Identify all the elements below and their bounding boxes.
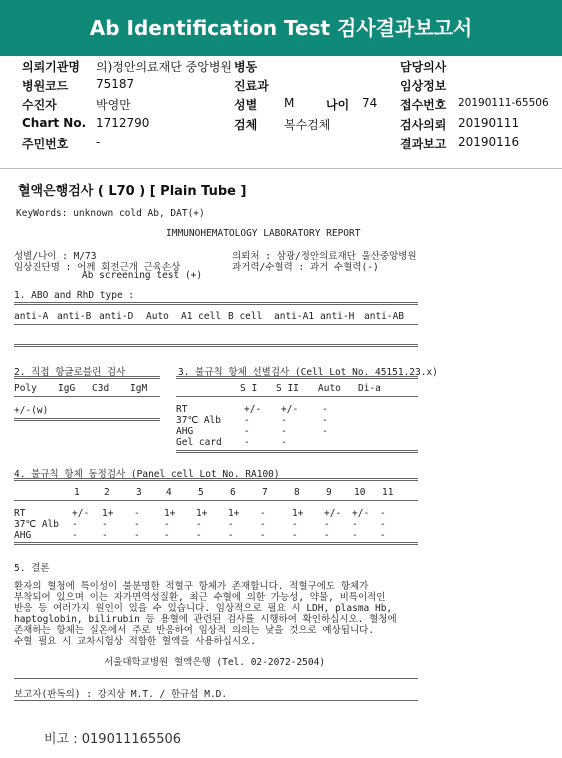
doctor-label: 담당의사 [400,60,447,74]
panel-cell: - [324,519,330,530]
divider [14,302,418,305]
panel-cell: - [228,530,234,541]
panel-cell: - [352,519,358,530]
panel-cell: - [164,530,170,541]
panel-header-cell: 1 [74,487,80,498]
panel-cell: - [134,508,140,519]
panel-cell: 1+ [292,508,304,519]
screen-cell: - [244,415,250,426]
remark-line: 비고 : 019011165506 [44,732,182,747]
ward-label: 병동 [234,60,258,74]
keywords: KeyWords: unknown cold Ab, DAT(+) [16,208,205,219]
panel-cell: - [352,530,358,541]
chart-label: Chart No. [22,116,87,130]
divider [176,376,418,379]
dat-header-c3d: C3d [92,383,110,394]
abo-header-8: anti-H [320,311,355,322]
divider [176,450,418,453]
divider [14,700,418,701]
panel-cell: - [380,519,386,530]
receipt-value: 20190111-65506 [458,97,549,109]
sex-age-line: 성별/나이 : M/73 [14,251,97,262]
screen-cell: - [322,415,328,426]
section-screening: 3. 불규칙 항체 선별검사 (Cell Lot No. 45151.23.x) [178,367,438,378]
hospcode-value: 75187 [96,77,135,91]
referrer-line: 의뢰처 : 삼광/정안의료재단 울산중앙병원 [232,251,417,262]
panel-header-cell: 9 [326,487,332,498]
screen-row-name: 37℃ Alb [176,415,221,426]
screen-cell: - [244,426,250,437]
panel-cell: 1+ [164,508,176,519]
panel-cell: - [324,530,330,541]
rrn-value: - [96,135,101,149]
sex-label: 성별 [234,98,258,112]
screen-header-s1: S I [240,383,258,394]
collector-value: 박영만 [96,98,131,112]
panel-cell: 1+ [228,508,240,519]
panel-cell: - [260,530,266,541]
conclusion-line: 반응 등 여러가지 원인이 있을 수 있습니다. 임상적으로 필요 시 LDH, plasma Hb, [14,603,393,614]
conclusion-line: haptoglobin, bilirubin 등 용혈에 관련된 검사를 시행하여 확인하십시오. 혈청에 [14,614,397,625]
divider [176,396,418,397]
collector-label: 수진자 [22,98,57,112]
abo-header-6: B cell [228,311,263,322]
inst-value: 의)정안의료재단 중앙병원 [96,60,233,74]
section-panel: 4. 불규칙 항체 동정검사 (Panel cell Lot No. RA100) [14,469,280,480]
rrn-label: 주민번호 [22,137,69,151]
abo-header-9: anti-AB [364,311,405,322]
inst-label: 의뢰기관명 [22,60,80,74]
panel-cell: - [164,519,170,530]
panel-cell: - [134,530,140,541]
section-dat: 2. 직접 항글로블린 검사 [14,367,126,378]
panel-cell: - [380,530,386,541]
screen-cell: - [281,426,287,437]
divider [14,418,160,421]
panel-cell: 1+ [102,508,114,519]
panel-header-cell: 7 [262,487,268,498]
abo-header-4: Auto [146,311,169,322]
divider [14,376,160,379]
panel-header-cell: 2 [104,487,110,498]
conclusion-line: 존재하는 항체는 실온에서 주로 반응하여 임상적 의의는 낮을 것으로 예상됩니다. [14,625,375,636]
panel-cell: +/- [324,508,342,519]
panel-cell: - [260,519,266,530]
screen-cell: +/- [244,404,262,415]
screening-line: Ab screening test (+) [82,270,203,281]
panel-row-name: RT [14,508,26,519]
reporter-line: 보고자(판독의) : 강지상 M.T. / 한규섭 M.D. [14,689,228,700]
panel-cell: - [102,530,108,541]
divider [14,344,418,347]
conclusion-line: 부착되어 있으며 이는 자가면역성질환, 최근 수혈에 의한 가능성, 약물, 비특이적인 [14,592,386,603]
panel-cell: - [196,519,202,530]
diagnosis-line: 임상진단명 : 어께 회전근개 근육손상 [14,262,181,273]
panel-cell: 1+ [196,508,208,519]
report-value: 20190116 [458,135,520,149]
lab-contact: 서울대학교병원 혈액은행 (Tel. 02-2072-2504) [104,657,326,668]
section-conclusion: 5. 결론 [14,563,50,574]
divider [14,500,418,501]
divider [14,678,418,679]
panel-cell: - [260,508,266,519]
screen-cell: - [322,426,328,437]
panel-header-cell: 8 [294,487,300,498]
panel-row-name: AHG [14,530,32,541]
screen-header-dia: Di-a [358,383,381,394]
receipt-label: 접수번호 [400,98,447,112]
history-line: 과거력/수혈력 : 과거 수혈력(-) [232,262,379,273]
panel-cell: - [72,519,78,530]
panel-cell: +/- [72,508,90,519]
dat-header-igg: IgG [58,383,76,394]
dept-label: 진료과 [234,79,269,93]
divider [14,396,160,397]
panel-header-cell: 11 [382,487,394,498]
hospcode-label: 병원코드 [22,79,69,93]
chart-value: 1712790 [96,116,150,130]
abo-header-1: anti-A [14,311,49,322]
age-label: 나이 [326,98,350,112]
panel-cell: - [196,530,202,541]
panel-cell: - [292,530,298,541]
screen-cell: +/- [281,404,299,415]
dat-header-poly: Poly [14,383,37,394]
abo-header-5: A1 cell [181,311,222,322]
report-label: 결과보고 [400,137,447,151]
exam-value: 복수검체 [284,118,331,132]
divider [14,542,418,545]
panel-header-cell: 5 [198,487,204,498]
conclusion-line: 수혈 필요 시 교차시험상 적합한 혈액을 사용하십시오. [14,636,256,647]
request-value: 20190111 [458,116,520,130]
doc-heading: 혈액은행검사 ( L70 ) [ Plain Tube ] [18,184,247,199]
screen-cell: - [244,437,250,448]
screen-cell: - [281,437,287,448]
age-value: 74 [362,96,378,110]
screen-cell: - [322,404,328,415]
panel-cell: - [228,519,234,530]
panel-cell: - [292,519,298,530]
screen-cell: - [281,415,287,426]
abo-header-7: anti-A1 [274,311,315,322]
panel-header-cell: 6 [230,487,236,498]
panel-header-cell: 10 [354,487,366,498]
report-title: Ab Identification Test 검사결과보고서 [89,16,473,40]
sex-value: M [284,96,295,110]
divider [14,478,418,481]
panel-cell: - [134,519,140,530]
screen-row-name: AHG [176,426,194,437]
panel-cell: - [380,508,386,519]
clinical-label: 임상정보 [400,79,447,93]
screen-header-auto: Auto [318,383,341,394]
dat-result: +/-(w) [14,405,49,416]
screen-header-s2: S II [276,383,299,394]
divider [14,324,418,325]
abo-header-2: anti-B [57,311,92,322]
panel-cell: - [102,519,108,530]
abo-header-3: anti-D [99,311,134,322]
panel-header-cell: 4 [166,487,172,498]
section-abo: 1. ABO and RhD type : [14,290,135,301]
screen-row-name: RT [176,404,188,415]
panel-cell: +/- [352,508,370,519]
conclusion-line: 환자의 혈청에 특이성이 불분명한 적혈구 항체가 존재합니다. 적혈구에도 항체가 [14,581,369,592]
request-label: 검사의뢰 [400,118,447,132]
panel-cell: - [72,530,78,541]
screen-row-name: Gel card [176,437,222,448]
exam-label: 검체 [234,118,258,132]
panel-row-name: 37℃ Alb [14,519,59,530]
lab-report-title: IMMUNOHEMATOLOGY LABORATORY REPORT [166,228,361,239]
dat-header-igm: IgM [130,383,148,394]
panel-header-cell: 3 [136,487,142,498]
